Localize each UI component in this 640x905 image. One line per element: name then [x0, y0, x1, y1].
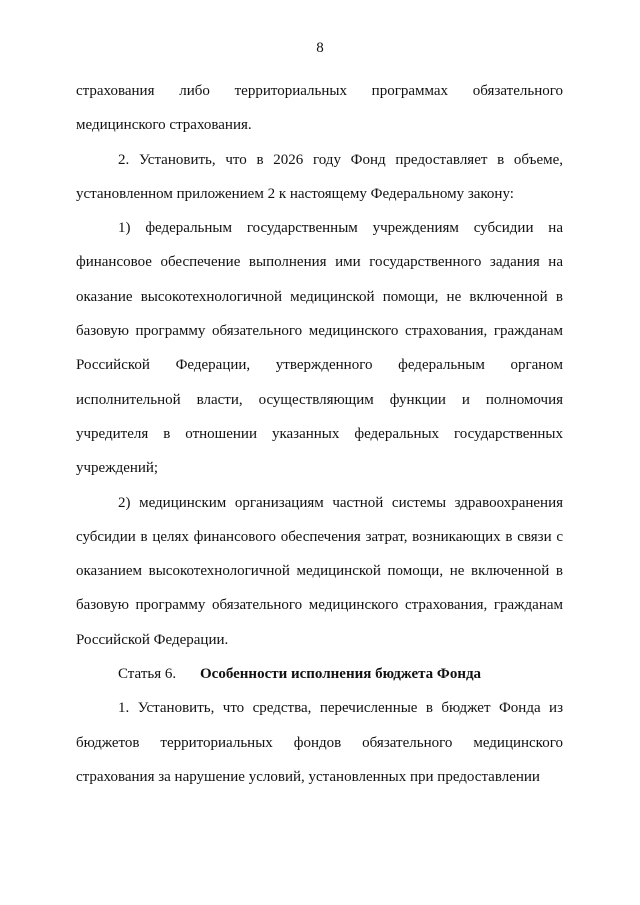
paragraph-article-clause-1: 1. Установить, что средства, перечисленные в бюджет Фонда из бюджетов территориальных фондов обязательного медицинского страхования за нарушение условий, установленных при предоставлении: [76, 700, 563, 785]
paragraph-item-1: 1) федеральным государственным учреждениям субсидии на финансовое обеспечение выполнения ими государственного задания на оказание высокотехнологичной медицинской помощи, не включенной в базовую программу обязательного медицинского страхования, гражданам Российской Федерации, утвержденного федеральным органом исполнительной власти, осуществляющим функции и полномочия учредителя в отношении указанных федеральных государственных учреждений;: [76, 220, 563, 477]
article-title: Особенности исполнения бюджета Фонда: [200, 666, 482, 683]
paragraph-clause-2: 2. Установить, что в 2026 году Фонд предоставляет в объеме, установленном приложением 2 к настоящему Федеральному закону:: [76, 151, 563, 202]
page-number: 8: [316, 40, 324, 56]
article-heading: [76, 657, 563, 691]
paragraph-item-2: 2) медицинским организациям частной системы здравоохранения субсидии в целях финансового обеспечения затрат, возникающих в связи с оказанием высокотехнологичной медицинской помощи, не включенной в базовую программу обязательного медицинского страхования, гражданам Российской Федерации.: [76, 494, 563, 648]
article-label: Статья 6.: [118, 666, 177, 683]
paragraph-continuation: страхования либо территориальных программах обязательного медицинского страхования.: [76, 83, 563, 134]
document-body: [76, 74, 563, 794]
